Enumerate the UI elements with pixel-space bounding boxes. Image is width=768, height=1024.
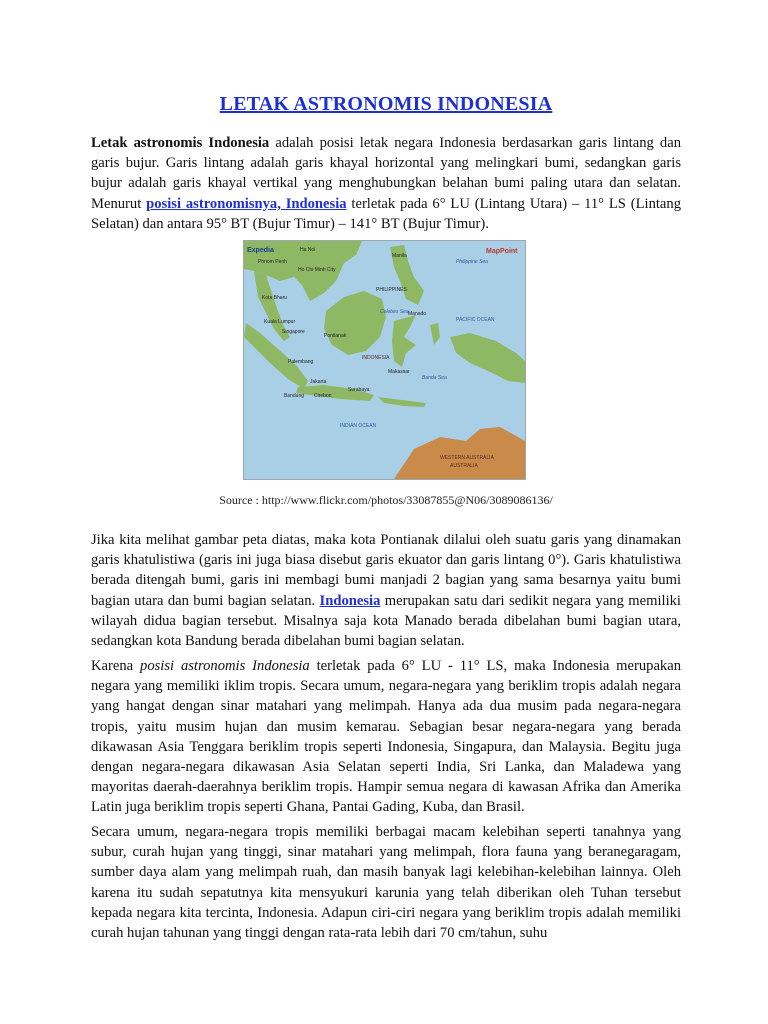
image-source-caption: Source : http://www.flickr.com/photos/33087855@N06/3089086136/ (219, 493, 553, 507)
iklim-italic-term: posisi astronomis Indonesia (140, 658, 310, 674)
label-ho-chi-minh: Ho Chi Minh City (298, 267, 336, 273)
expedia-logo: Expedia (247, 247, 274, 254)
label-manado: Manado (408, 311, 427, 317)
label-western-australia: WESTERN AUSTRALIA (440, 455, 494, 461)
label-kuala-lumpur: Kuala Lumpur (264, 319, 296, 325)
paragraph-intro (91, 133, 681, 234)
indonesia-map-image (243, 240, 526, 480)
label-jakarta: Jakarta (310, 379, 327, 385)
label-hanoi: Ha Noi (300, 247, 316, 253)
page-title: LETAK ASTRONOMIS INDONESIA (219, 93, 553, 115)
link-posisi-astronomis[interactable]: posisi astronomisnya, Indonesia (146, 195, 347, 212)
label-philippine-sea: Philippine Sea (456, 259, 488, 265)
label-manila: Manila (392, 253, 407, 259)
khatulistiwa-text-2: merupakan satu dari sedikit negara yang memiliki wilayah didua bagian tersebut. Misalnya saja kota Manado berada dibelahan bumi bagian utara, sedangkan kota Bandung berada dibelahan bumi bagian selatan. (91, 592, 681, 650)
label-surabaya: Surabaya (348, 387, 370, 393)
label-cirebon: Cirebon (314, 393, 332, 399)
label-palembang: Palembang (288, 359, 314, 365)
paragraph-kelebihan (91, 822, 681, 943)
iklim-text-2: terletak pada 6° LU - 11° LS, maka Indonesia merupakan negara yang memiliki iklim tropis. Secara umum, negara-negara yang beriklim tropis adalah negara yang hangat dengan sinar matahari yang melimpah. Hanya ada dua musim pada negara-negara tropis, yaitu musim hujan dan musim kemarau. Sebagian besar negara-negara yang berada dikawasan Asia Tenggara beriklim tropis seperti Indonesia, Singapura, dan Malaysia. Begitu juga dengan negara-negara dikawasan Asia Selatan seperti India, Sri Lanka, dan Maladewa yang mayoritas daerah-daerahnya beriklim tropis. Hampir semua negara di kawasan Afrika dan Amerika Latin juga beriklim tropis seperti Ghana, Pantai Gading, Kuba, dan Brasil. (91, 658, 681, 816)
label-celebes-sea: Celebes Sea (380, 309, 409, 315)
intro-text-2: terletak pada 6° LU (Lintang Utara) – 11° LS (Lintang Selatan) dan antara 95° BT (Bujur Timur) – 141° BT (Bujur Timur). (91, 195, 681, 232)
label-pontianak: Pontianak (324, 333, 347, 339)
label-indonesia: INDONESIA (362, 355, 390, 361)
map-svg (244, 241, 525, 479)
label-phnom-penh: Phnom Penh (258, 259, 287, 265)
label-singapore: Singapore (282, 329, 305, 335)
label-philippines: PHILIPPINES (376, 287, 407, 293)
link-indonesia[interactable]: Indonesia (319, 592, 381, 609)
label-indian-ocean: INDIAN OCEAN (340, 423, 377, 429)
label-pacific-ocean: PACIFIC OCEAN (456, 317, 495, 323)
label-kota-bharu: Kota Bharu (262, 295, 288, 301)
intro-text-1: adalah posisi letak negara Indonesia berdasarkan garis lintang dan garis bujur. Garis lintang adalah garis khayal horizontal yang melingkari bumi, sedangkan garis bujur adalah garis khayal vertikal yang menghubungkan belahan bumi paling utara dan selatan. Menurut (91, 135, 681, 212)
khatulistiwa-text-1: Jika kita melihat gambar peta diatas, maka kota Pontianak dilalui oleh suatu garis yang dinamakan garis khatulistiwa (garis ini juga biasa disebut garis ekuator dan garis lintang 0°). Garis khatulistiwa berada ditengah bumi, garis ini membagi bumi manjadi 2 bagian yang sama besarnya yaitu bumi bagian utara dan bumi bagian selatan. (91, 532, 681, 609)
kelebihan-text: Secara umum, negara-negara tropis memiliki berbagai macam kelebihan seperti tanahnya yang subur, curah hujan yang tinggi, sinar matahari yang melimpah, flora fauna yang beranegaragam, sumber daya alam yang melimpah ruah, dan masih banyak lagi kelebihan-kelebihan lainnya. Oleh karena itu sudah sepatutnya kita mensyukuri karunia yang telah diberikan oleh Tuhan tersebut kepada negara kita tercinta, Indonesia. Adapun ciri-ciri negara yang beriklim tropis adalah memiliki curah hujan tahunan yang tinggi dengan rata-rata lebih dari 70 cm/tahun, suhu (91, 824, 681, 942)
label-australia: AUSTRALIA (450, 463, 478, 469)
label-bandung: Bandung (284, 393, 305, 399)
label-banda-sea: Banda Sea (422, 375, 447, 381)
iklim-text-1: Karena (91, 658, 141, 674)
mappoint-logo: MapPoint (486, 248, 518, 255)
paragraph-iklim-tropis (91, 656, 681, 818)
paragraph-khatulistiwa (91, 530, 681, 651)
intro-bold-term: Letak astronomis Indonesia (91, 135, 270, 151)
label-makassar: Makassar (388, 369, 410, 375)
